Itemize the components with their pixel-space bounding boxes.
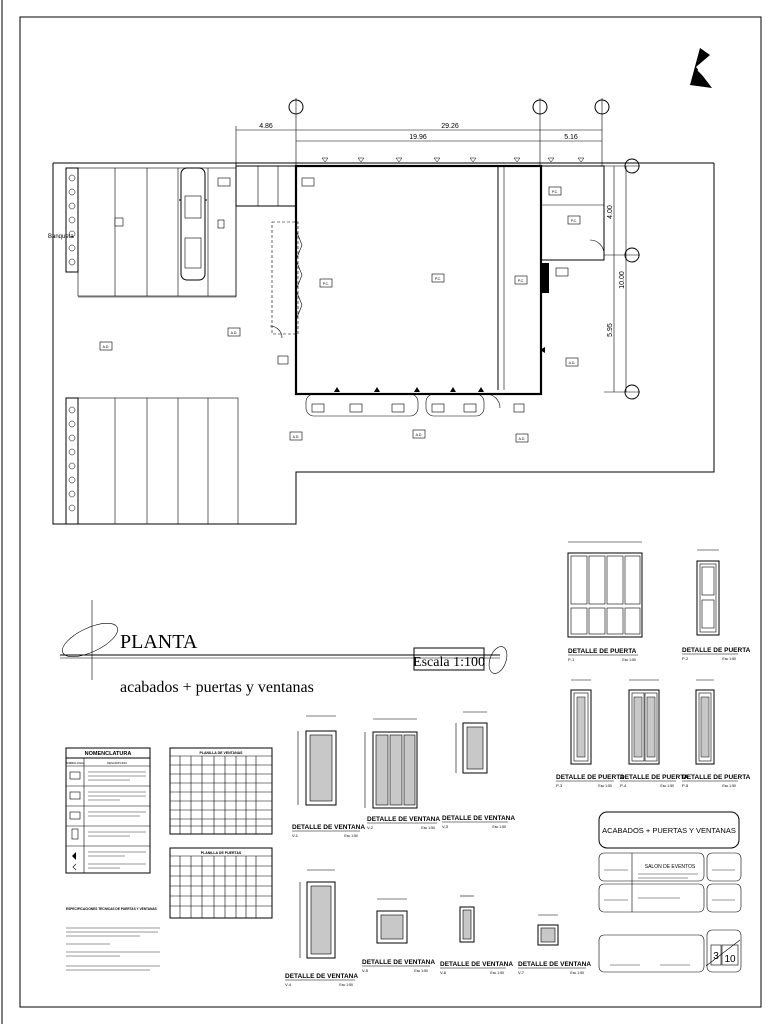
window-code-3: V-3 xyxy=(442,824,449,829)
window-code-2: V-2 xyxy=(367,825,374,830)
window-detail-label-6: DETALLE DE VENTANA xyxy=(440,961,514,968)
svg-text:P.C.: P.C. xyxy=(322,282,330,286)
nomenclature-col1: SIMBOLOGIA xyxy=(66,761,84,765)
window-scale-3: Esc 1:50 xyxy=(492,825,506,829)
dim-19-96: 19.96 xyxy=(409,134,427,141)
window-code-4: V-4 xyxy=(285,982,292,987)
window-detail-label-4: DETALLE DE VENTANA xyxy=(285,973,359,980)
svg-text:A.D.: A.D. xyxy=(415,433,423,437)
svg-text:A.D.: A.D. xyxy=(292,435,300,439)
specs-title: ESPECIFICACIONES TECNICAS DE PUERTAS Y VENTANAS xyxy=(66,907,157,911)
window-scale-4: Esc 1:50 xyxy=(339,983,353,987)
door-scale-3: Esc 1:50 xyxy=(598,784,612,788)
svg-text:A.D.: A.D. xyxy=(102,345,110,349)
plan-subtitle: acabados + puertas y ventanas xyxy=(120,679,314,696)
window-detail-label-7: DETALLE DE VENTANA xyxy=(518,961,592,968)
window-detail-label-1: DETALLE DE VENTANA xyxy=(292,824,366,831)
door-scale-4: Esc 1:50 xyxy=(660,784,674,788)
plan-title-text: PLANTA xyxy=(120,631,198,653)
window-scale-6: Esc 1:50 xyxy=(490,971,504,975)
scale-label: Escala 1:100 xyxy=(413,655,485,670)
door-code-5: P-5 xyxy=(682,783,689,788)
sheet-number: 3 xyxy=(713,951,719,962)
dim-4-86: 4.86 xyxy=(259,123,273,130)
window-code-7: V-7 xyxy=(518,970,525,975)
door-code-4: P-4 xyxy=(620,783,627,788)
svg-text:A.D.: A.D. xyxy=(568,361,576,365)
title-block-project: SALON DE EVENTOS xyxy=(644,864,696,870)
svg-text:P.C.: P.C. xyxy=(517,279,525,283)
title-block-header: ACABADOS + PUERTAS Y VENTANAS xyxy=(602,826,736,835)
sheet-total: 10 xyxy=(724,954,736,965)
door-code-3: P-3 xyxy=(556,783,563,788)
door-detail-label-2: DETALLE DE PUERTA xyxy=(682,647,751,654)
banqueta-label: Banqueta xyxy=(48,234,74,240)
door-code-2: P-2 xyxy=(682,656,689,661)
dim-5-95: 5.95 xyxy=(607,323,614,337)
svg-text:A.D.: A.D. xyxy=(518,437,526,441)
door-scale-5: Esc 1:50 xyxy=(722,784,736,788)
window-code-1: V-1 xyxy=(292,833,299,838)
nomenclature-col2: DESCRIPCION xyxy=(107,761,127,765)
window-scale-1: Esc 1:50 xyxy=(344,834,358,838)
svg-text:P.C.: P.C. xyxy=(551,190,559,194)
windows-schedule-title: PLANILLA DE VENTANAS xyxy=(199,751,243,755)
doors-schedule-title: PLANILLA DE PUERTAS xyxy=(200,851,242,855)
window-code-6: V-6 xyxy=(440,970,447,975)
nomenclature-title: NOMENCLATURA xyxy=(84,751,132,757)
door-detail-label-5: DETALLE DE PUERTA xyxy=(682,774,751,781)
window-code-5: V-5 xyxy=(362,968,369,973)
window-scale-2: Esc 1:50 xyxy=(421,826,435,830)
window-detail-label-5: DETALLE DE VENTANA xyxy=(362,959,436,966)
door-code-1: P-1 xyxy=(568,657,575,662)
window-scale-7: Esc 1:50 xyxy=(570,971,584,975)
door-detail-label-4: DETALLE DE PUERTA xyxy=(620,774,689,781)
window-scale-5: Esc 1:50 xyxy=(414,969,428,973)
window-detail-label-2: DETALLE DE VENTANA xyxy=(367,816,441,823)
door-detail-label-3: DETALLE DE PUERTA xyxy=(556,774,625,781)
door-scale-1: Esc 1:50 xyxy=(622,658,636,662)
svg-text:A.D.: A.D. xyxy=(230,331,238,335)
svg-text:P.C.: P.C. xyxy=(570,219,578,223)
door-scale-2: Esc 1:50 xyxy=(722,657,736,661)
dim-29-26: 29.26 xyxy=(441,123,459,130)
svg-text:P.C.: P.C. xyxy=(434,277,442,281)
window-detail-label-3: DETALLE DE VENTANA xyxy=(442,815,516,822)
dim-4-00: 4.00 xyxy=(607,205,614,219)
dim-5-16: 5.16 xyxy=(564,134,578,141)
dim-10-00: 10.00 xyxy=(619,271,626,289)
door-detail-label-1: DETALLE DE PUERTA xyxy=(568,648,637,655)
